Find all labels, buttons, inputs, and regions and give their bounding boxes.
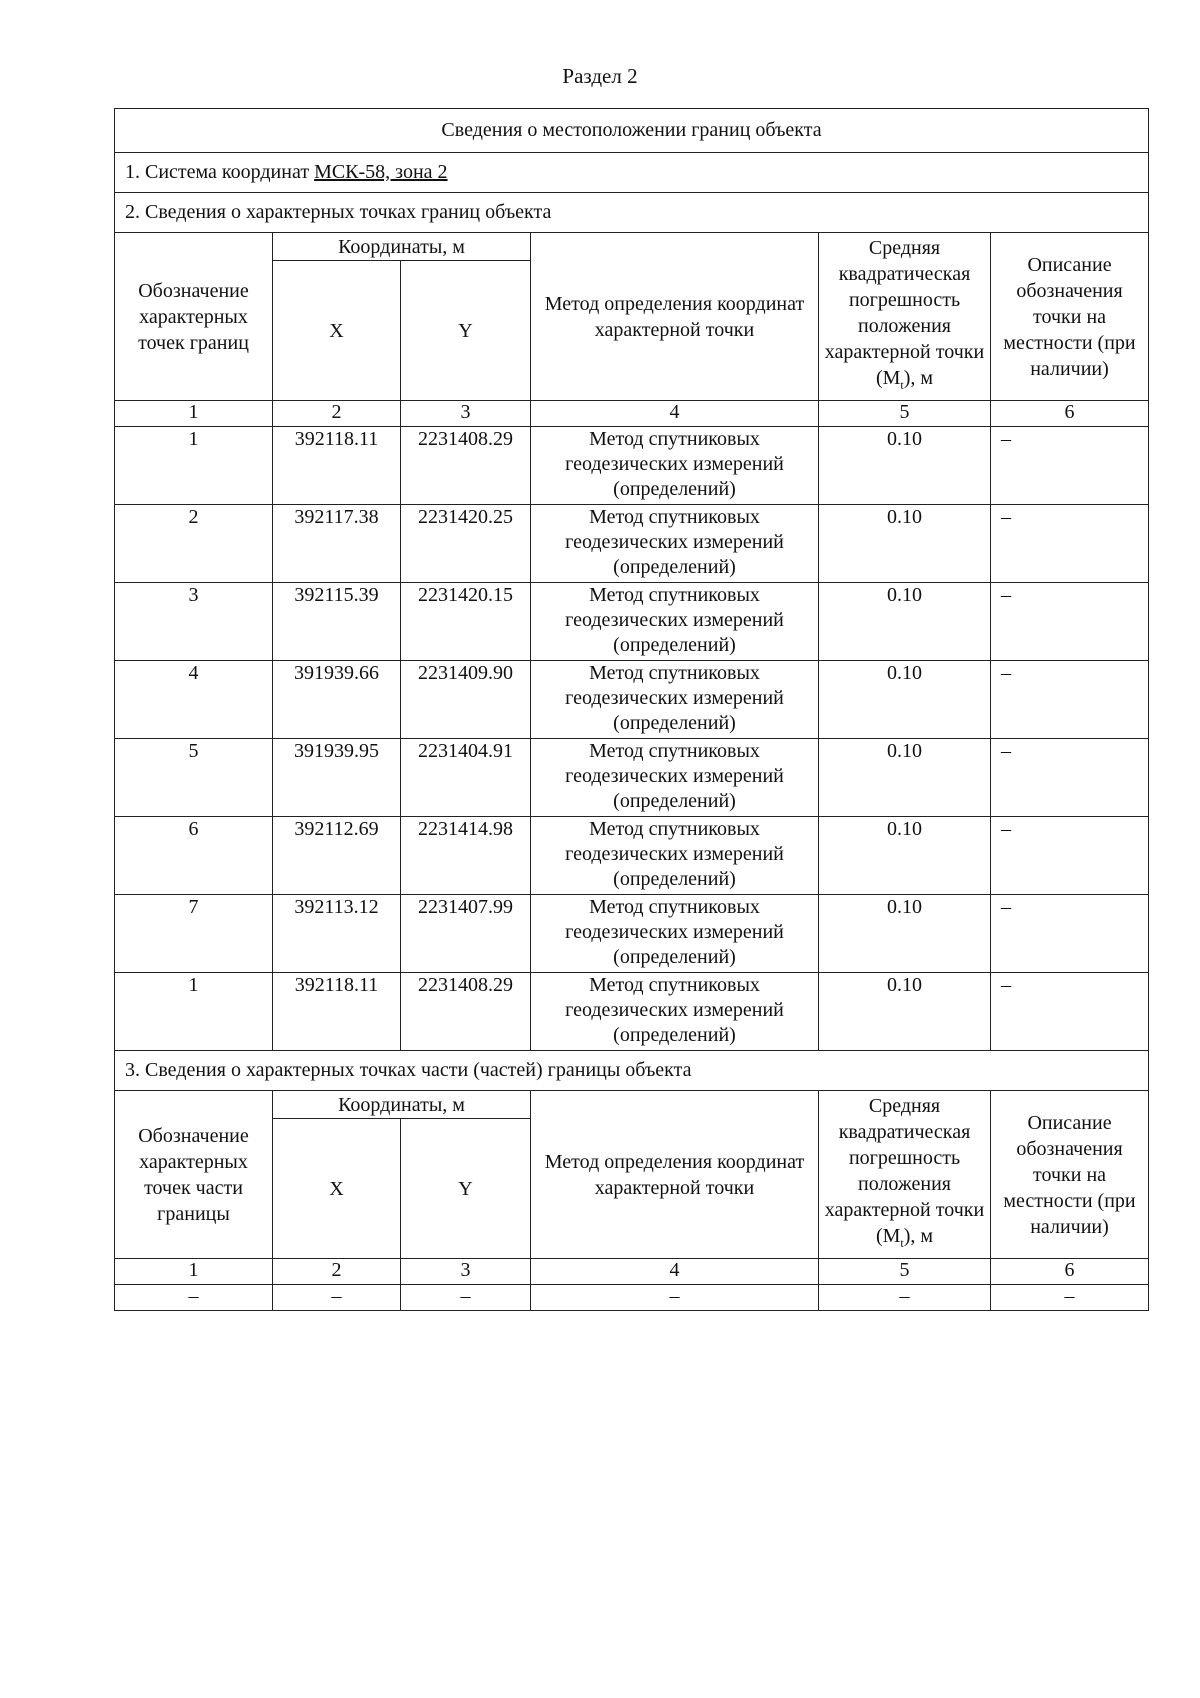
- part3-title: 3. Сведения о характерных точках части (частей) границы объекта: [115, 1051, 1149, 1091]
- coord-x: 392118.11: [273, 427, 401, 505]
- empty-cell: –: [115, 1285, 273, 1311]
- error-cell: 0.10: [819, 661, 991, 739]
- coord-y: 2231408.29: [401, 427, 531, 505]
- part3-header-error: [819, 1091, 991, 1259]
- error-cell: 0.10: [819, 739, 991, 817]
- coord-y: 2231414.98: [401, 817, 531, 895]
- error-cell: 0.10: [819, 427, 991, 505]
- description-cell: –: [991, 739, 1149, 817]
- method-cell: Метод спутниковых геодезических измерений (определений): [531, 505, 819, 583]
- part3-header-method: Метод определения координат характерной точки: [531, 1091, 819, 1259]
- column-number: 5: [819, 1259, 991, 1285]
- part3-header-coordinates: Координаты, м: [273, 1091, 531, 1119]
- part2-header-error-sub: t: [900, 378, 904, 392]
- point-number: 1: [115, 973, 273, 1051]
- part3-header-designation: Обозначение характерных точек части границы: [115, 1091, 273, 1259]
- part3-header-x: X: [273, 1119, 401, 1259]
- coord-y: 2231409.90: [401, 661, 531, 739]
- point-number: 4: [115, 661, 273, 739]
- method-cell: Метод спутниковых геодезических измерений (определений): [531, 973, 819, 1051]
- point-number: 5: [115, 739, 273, 817]
- column-number: 6: [991, 401, 1149, 427]
- coord-x: 392118.11: [273, 973, 401, 1051]
- description-cell: –: [991, 817, 1149, 895]
- description-cell: –: [991, 661, 1149, 739]
- column-number: 4: [531, 1259, 819, 1285]
- error-cell: 0.10: [819, 817, 991, 895]
- part2-header-method: Метод определения координат характерной точки: [531, 233, 819, 401]
- part2-title: 2. Сведения о характерных точках границ объекта: [115, 193, 1149, 233]
- part2-column-numbers: [115, 401, 1149, 427]
- description-cell: –: [991, 505, 1149, 583]
- method-cell: Метод спутниковых геодезических измерений (определений): [531, 817, 819, 895]
- coordinate-system-value: МСК-58, зона 2: [314, 161, 448, 183]
- part2-header-error: [819, 233, 991, 401]
- table-row: [115, 505, 1149, 583]
- empty-cell: –: [819, 1285, 991, 1311]
- part2-header-designation: Обозначение характерных точек границ: [115, 233, 273, 401]
- coord-y: 2231420.25: [401, 505, 531, 583]
- coord-x: 392112.69: [273, 817, 401, 895]
- point-number: 7: [115, 895, 273, 973]
- table-row: [115, 973, 1149, 1051]
- empty-cell: –: [401, 1285, 531, 1311]
- table-row: [115, 583, 1149, 661]
- description-cell: –: [991, 427, 1149, 505]
- column-number: 2: [273, 401, 401, 427]
- table-row: [115, 661, 1149, 739]
- coord-y: 2231404.91: [401, 739, 531, 817]
- section-heading: Раздел 2: [562, 64, 638, 88]
- coordinate-system-row: [115, 153, 1149, 193]
- part3-header-y: Y: [401, 1119, 531, 1259]
- coord-x: 392117.38: [273, 505, 401, 583]
- column-number: 2: [273, 1259, 401, 1285]
- column-number: 3: [401, 1259, 531, 1285]
- coord-y: 2231420.15: [401, 583, 531, 661]
- point-number: 6: [115, 817, 273, 895]
- part3-header-error-sub: t: [900, 1236, 904, 1250]
- column-number: 5: [819, 401, 991, 427]
- point-number: 2: [115, 505, 273, 583]
- column-number: 3: [401, 401, 531, 427]
- coord-x: 392115.39: [273, 583, 401, 661]
- table-row: [115, 895, 1149, 973]
- part3-column-numbers: [115, 1259, 1149, 1285]
- method-cell: Метод спутниковых геодезических измерений (определений): [531, 427, 819, 505]
- error-cell: 0.10: [819, 973, 991, 1051]
- method-cell: Метод спутниковых геодезических измерений (определений): [531, 895, 819, 973]
- column-number: 6: [991, 1259, 1149, 1285]
- table-row: [115, 739, 1149, 817]
- description-cell: –: [991, 895, 1149, 973]
- point-number: 3: [115, 583, 273, 661]
- coordinate-system-label: 1. Система координат: [125, 161, 315, 183]
- part2-header-coordinates: Координаты, м: [273, 233, 531, 261]
- method-cell: Метод спутниковых геодезических измерений (определений): [531, 661, 819, 739]
- method-cell: Метод спутниковых геодезических измерений (определений): [531, 583, 819, 661]
- empty-cell: –: [273, 1285, 401, 1311]
- method-cell: Метод спутниковых геодезических измерений (определений): [531, 739, 819, 817]
- table-title: Сведения о местоположении границ объекта: [115, 109, 1149, 153]
- part2-header-error-tail: ), м: [903, 367, 934, 389]
- coord-y: 2231408.29: [401, 973, 531, 1051]
- coord-x: 392113.12: [273, 895, 401, 973]
- part3-empty-row: [115, 1285, 1149, 1311]
- boundary-table: [114, 108, 1149, 1311]
- error-cell: 0.10: [819, 505, 991, 583]
- part3-header-error-tail: ), м: [903, 1225, 934, 1247]
- coord-y: 2231407.99: [401, 895, 531, 973]
- part3-header-description: Описание обозначения точки на местности (при наличии): [991, 1091, 1149, 1259]
- table-row: [115, 427, 1149, 505]
- part3-header-error-main: Средняя квадратическая погрешность положения характерной точки (M: [824, 1095, 985, 1247]
- description-cell: –: [991, 973, 1149, 1051]
- column-number: 4: [531, 401, 819, 427]
- part2-header-y: Y: [401, 261, 531, 401]
- column-number: 1: [115, 1259, 273, 1285]
- part2-header-description: Описание обозначения точки на местности (при наличии): [991, 233, 1149, 401]
- coord-x: 391939.66: [273, 661, 401, 739]
- part2-header-error-main: Средняя квадратическая погрешность положения характерной точки (M: [824, 237, 985, 389]
- column-number: 1: [115, 401, 273, 427]
- point-number: 1: [115, 427, 273, 505]
- part2-header-x: X: [273, 261, 401, 401]
- error-cell: 0.10: [819, 583, 991, 661]
- error-cell: 0.10: [819, 895, 991, 973]
- coord-x: 391939.95: [273, 739, 401, 817]
- table-row: [115, 817, 1149, 895]
- description-cell: –: [991, 583, 1149, 661]
- empty-cell: –: [991, 1285, 1149, 1311]
- empty-cell: –: [531, 1285, 819, 1311]
